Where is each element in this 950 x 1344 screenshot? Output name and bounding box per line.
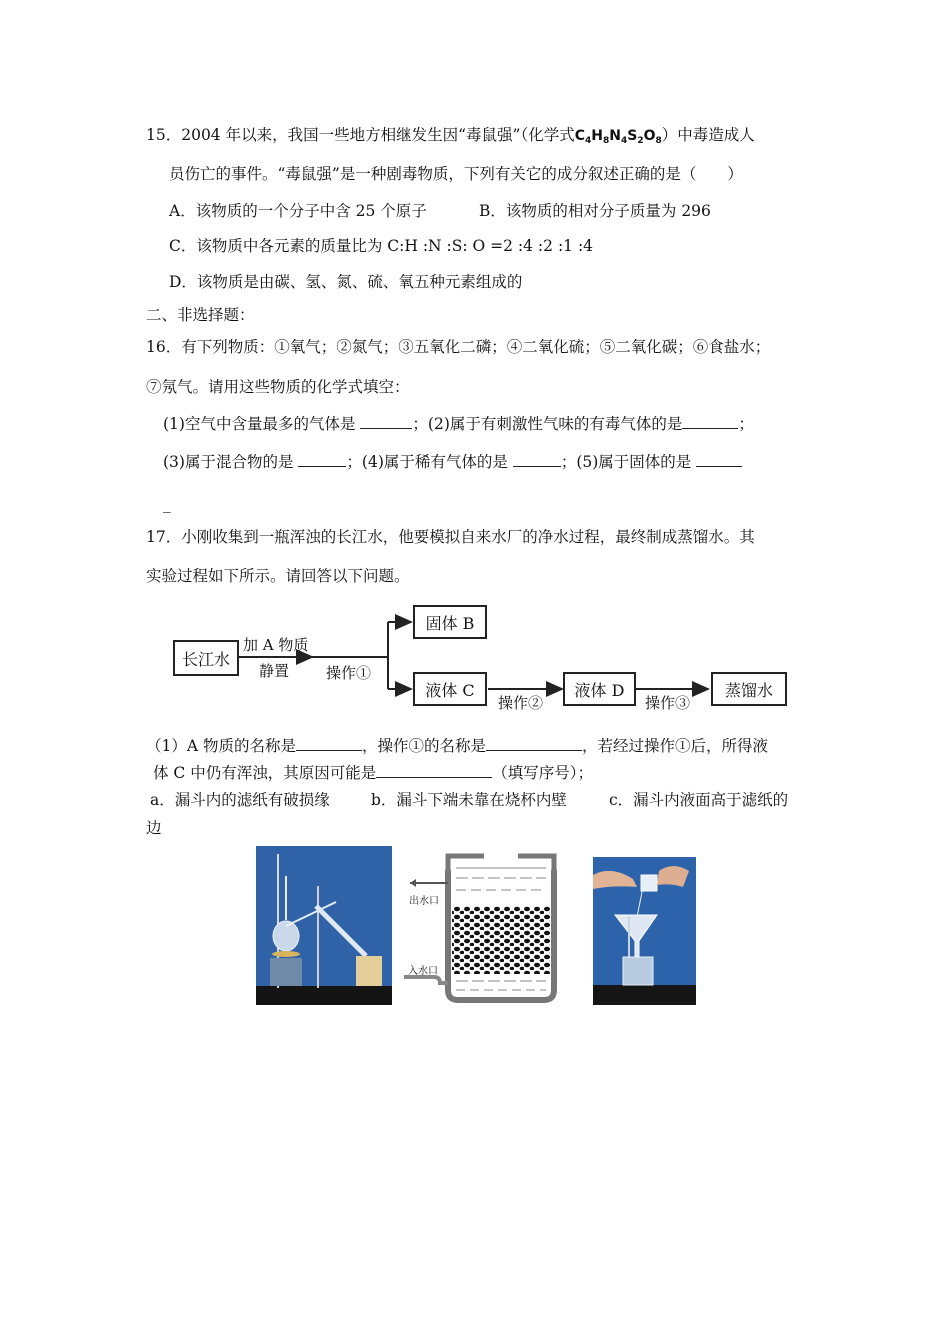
q16-part3-text: (3)属于混合物的是 [163,453,294,471]
q15-option-c: C．该物质中各元素的质量比为 C:H :N :S: O =2 :4 :2 :1 :4 [169,237,594,255]
flow-op2-label: 操作② [498,694,544,712]
chemical-formula: $C_4H_8N_4S_2O_8$ [574,128,662,146]
q16-part2-text: ；(2)属于有刺激性气味的有毒气体的是 [412,415,683,433]
outlet-label: 出水口 [409,896,439,907]
flow-node-end: 蒸馏水 [711,672,787,706]
water-filter-tank-diagram [404,850,562,1005]
section-heading: 二、非选择题： [146,306,255,324]
q15-option-a: A．该物质的一个分子中含 25 个原子 [169,202,427,220]
flow-node-liquid-c: 液体 C [413,672,487,706]
q15-stem-line2: 员伤亡的事件。“毒鼠强”是一种剧毒物质，下列有关它的成分叙述正确的是（ ） [169,165,743,183]
q16-stem-line2: ⑦氖气。请用这些物质的化学式填空： [146,378,410,396]
inlet-label: 入水口 [408,966,438,977]
choice-a: a．漏斗内的滤纸有破损缘 [150,791,330,809]
q15-stem-prefix: 15．2004 年以来，我国一些地方相继发生因“毒鼠强”（化学式 [146,126,575,144]
answer-blank[interactable] [486,735,582,751]
flow-node-solid-b: 固体 B [413,605,487,639]
choice-b: b．漏斗下端未靠在烧杯内壁 [371,791,567,809]
distillation-apparatus-photo [256,846,392,1005]
q16-stem-line1: 16．有下列物质：①氧气；②氮气；③五氧化二磷；④二氧化硫；⑤二氧化碳；⑥食盐水； [146,338,771,356]
answer-blank[interactable] [376,762,492,778]
filtration-photo [593,857,696,1005]
q15-stem-suffix: ）中毒造成人 [661,126,755,144]
q16-part4-text: ；(4)属于稀有气体的是 [346,453,508,471]
choice-c: c．漏斗内液面高于滤纸的 [609,791,789,809]
q17-sub1-line1: （1）A 物质的名称是 ，操作①的名称是 ，若经过操作①后，所得液 [146,737,769,755]
flow-node-start: 长江水 [173,640,239,676]
trailing-underscore: _ [163,495,171,513]
q15-option-d: D．该物质是由碳、氢、氮、硫、氧五种元素组成的 [169,273,523,291]
flow-step1-top-label: 加 A 物质 [243,636,309,654]
flow-op1-label: 操作① [326,664,372,682]
q16-part5-text: ；(5)属于固体的是 [560,453,692,471]
flow-node-liquid-d: 液体 D [563,672,636,706]
flow-op3-label: 操作③ [645,694,691,712]
q16-part1-text: (1)空气中含量最多的气体是 [163,415,356,433]
q16-part1-line: (1)空气中含量最多的气体是 ；(2)属于有刺激性气味的有毒气体的是 ； [163,415,754,433]
flow-step1-bottom-label: 静置 [259,662,290,680]
q17-stem-line2: 实验过程如下所示。请回答以下问题。 [146,567,410,585]
choice-c-continuation: 边 [146,819,162,837]
q17-stem-line1: 17．小刚收集到一瓶浑浊的长江水，他要模拟自来水厂的净水过程，最终制成蒸馏水。其 [146,528,755,546]
q17-sub1-line2: 体 C 中仍有浑浊，其原因可能是 （填写序号）； [153,764,593,782]
q15-option-b: B．该物质的相对分子质量为 296 [479,202,711,220]
answer-blank[interactable] [296,735,362,751]
